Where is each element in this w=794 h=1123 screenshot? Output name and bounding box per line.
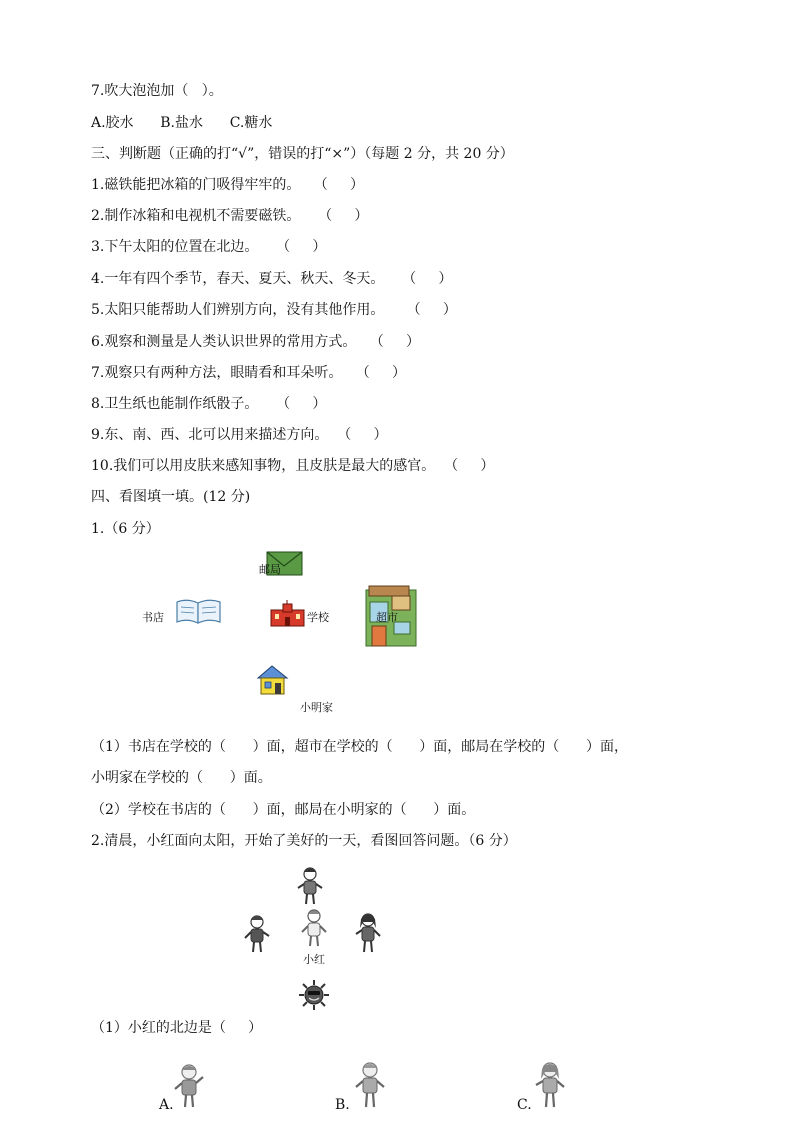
option-a-child-icon <box>172 1063 206 1109</box>
judge-item-8: 8.卫生纸也能制作纸骰子。 （ ） <box>91 396 327 412</box>
judge-item-7: 7.观察只有两种方法，眼睛看和耳朵听。 （ ） <box>91 365 406 381</box>
child-north-icon <box>296 866 326 906</box>
q2-sub1: （1）小红的北边是（ ） <box>91 1020 263 1036</box>
question-7-options: A.胶水 B.盐水 C.糖水 <box>91 115 273 131</box>
sun-icon <box>298 979 330 1011</box>
option-b-child-icon <box>353 1061 387 1109</box>
book-icon <box>175 598 223 626</box>
school-label: 学校 <box>307 611 329 624</box>
judge-item-4: 4.一年有四个季节，春天、夏天、秋天、冬天。 （ ） <box>91 271 453 287</box>
section-3-title: 三、判断题（正确的打“√”，错误的打“×”）（每题 2 分，共 20 分） <box>91 146 514 162</box>
option-a-label: A. <box>159 1097 174 1113</box>
school-building-icon <box>269 600 307 628</box>
section-4-q1-label: 1.（6 分） <box>91 521 160 537</box>
judge-item-2: 2.制作冰箱和电视机不需要磁铁。 （ ） <box>91 208 369 224</box>
child-east-icon <box>353 912 383 954</box>
judge-item-10: 10.我们可以用皮肤来感知事物，且皮肤是最大的感官。 （ ） <box>91 458 495 474</box>
judge-item-5: 5.太阳只能帮助人们辨别方向，没有其他作用。 （ ） <box>91 302 457 318</box>
option-c-child-icon <box>533 1061 567 1109</box>
xiaohong-label: 小红 <box>303 953 325 966</box>
bookstore-label: 书店 <box>142 611 164 624</box>
question-7: 7.吹大泡泡加（ ）。 <box>91 83 223 99</box>
q1-sub2: （2）学校在书店的（ ）面，邮局在小明家的（ ）面。 <box>91 802 476 818</box>
xiaohong-icon <box>299 908 329 948</box>
judge-item-3: 3.下午太阳的位置在北边。 （ ） <box>91 239 327 255</box>
judge-item-9: 9.东、南、西、北可以用来描述方向。 （ ） <box>91 427 388 443</box>
judge-item-1: 1.磁铁能把冰箱的门吸得牢牢的。 （ ） <box>91 177 364 193</box>
q1-sub1-line2: 小明家在学校的（ ）面。 <box>91 770 272 786</box>
section-4-q2-label: 2.清晨，小红面向太阳，开始了美好的一天，看图回答问题。（6 分） <box>91 833 517 849</box>
post-office-label: 邮局 <box>259 563 281 576</box>
option-c-label: C. <box>517 1097 532 1113</box>
child-west-icon <box>242 914 272 954</box>
home-label: 小明家 <box>300 701 333 714</box>
supermarket-label: 超市 <box>376 611 398 624</box>
judge-item-6: 6.观察和测量是人类认识世界的常用方式。 （ ） <box>91 334 420 350</box>
q1-sub1-line1: （1）书店在学校的（ ）面，超市在学校的（ ）面，邮局在学校的（ ）面， <box>91 739 629 755</box>
section-4-title: 四、看图填一填。(12 分) <box>91 489 251 505</box>
house-icon <box>256 664 290 696</box>
option-b-label: B. <box>335 1097 350 1113</box>
